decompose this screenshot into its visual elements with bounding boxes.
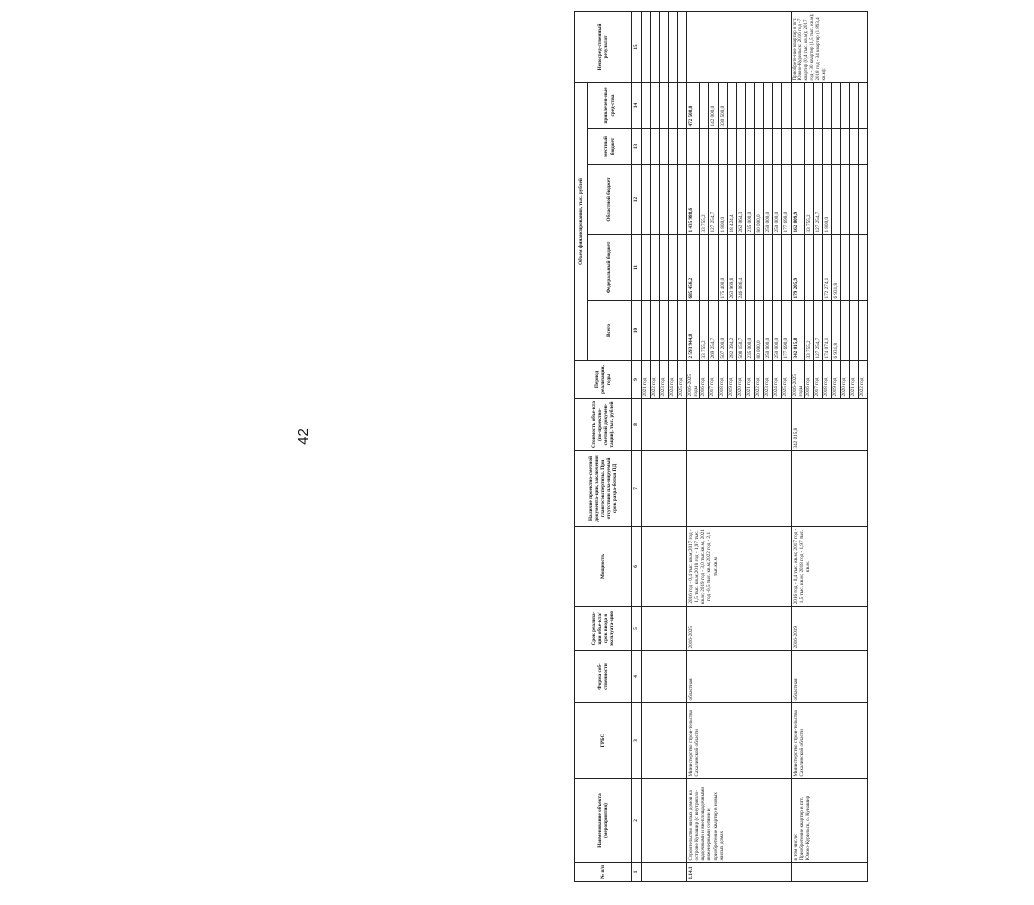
empty-cell — [669, 165, 678, 235]
empty-cell — [642, 651, 687, 703]
regional-cell: 127 254,7 — [709, 165, 718, 235]
total-cell: 33 755,2 — [700, 301, 709, 361]
regional-cell: 250 000,0 — [773, 165, 782, 235]
regional-cell: 33 755,2 — [700, 165, 709, 235]
header-object-name: Наименование объекта (мероприятия) — [575, 779, 632, 863]
empty-cell — [678, 165, 687, 235]
federal-cell — [804, 235, 813, 301]
period-cell: 2024 год — [669, 361, 678, 399]
period-cell: 2020 год — [841, 361, 850, 399]
empty-cell — [642, 527, 687, 607]
regional-cell: 80 000,0 — [755, 165, 764, 235]
federal-cell — [841, 235, 850, 301]
empty-cell — [651, 11, 660, 82]
other-cell: 472 500,0 — [687, 82, 700, 128]
other-cell — [804, 82, 813, 128]
period-cell: 2024 год — [773, 361, 782, 399]
column-number: 5 — [632, 607, 642, 651]
total-cell: 342 015,8 — [791, 301, 804, 361]
local-cell — [764, 129, 773, 165]
empty-cell — [651, 165, 660, 235]
header-design-docs: Наличие проектно-сметной документа-ции, заключения главгосэкспертизы. При отсутствии пла-нируемый срок разра-ботки ПД — [575, 451, 632, 527]
period-cell: 2023 год — [660, 361, 669, 399]
object-name — [687, 779, 792, 863]
column-number: 15 — [632, 11, 642, 82]
period-cell: 2021 год — [850, 361, 859, 399]
period-cell: 2019 год — [727, 361, 736, 399]
header-grbs: ГРБС — [575, 703, 632, 779]
cost-cell: 342 015,8 — [791, 399, 868, 451]
empty-cell — [642, 607, 687, 651]
federal-cell: 685 456,2 — [687, 235, 700, 301]
regional-cell: 1 800,0 — [823, 165, 832, 235]
column-number: 9 — [632, 361, 642, 399]
column-number: 11 — [632, 235, 642, 301]
empty-cell — [678, 235, 687, 301]
other-cell — [773, 82, 782, 128]
grbs-cell: Министерство строи-тельства Сахалинской области — [791, 703, 868, 779]
header-ownership: Форма соб-ственности — [575, 651, 632, 703]
header-capacity: Мощность — [575, 527, 632, 607]
empty-cell — [642, 129, 651, 165]
local-cell — [773, 129, 782, 165]
capacity-cell: 2016 год - 0,4 тыс. кв.м; 2017 год - 1,5 тыс. кв.м; 2018 год - 1,97 тыс. кв.м. — [791, 527, 868, 607]
total-cell: 250 000,0 — [773, 301, 782, 361]
regional-cell — [850, 165, 859, 235]
column-number: 13 — [632, 129, 642, 165]
empty-cell — [642, 703, 687, 779]
regional-cell: 1 435 988,6 — [687, 165, 700, 235]
object-name-text: Строительство жилых домов на острове Кунашир (с внутрипло-щадочными и внеплощадочными инженерными сетями и приобретение квартир в новых жилых домах — [688, 786, 725, 861]
federal-cell — [755, 235, 764, 301]
header-other: привлечен-ные сред-ства — [588, 82, 632, 128]
other-cell — [727, 82, 736, 128]
term-cell: 2016-2019 — [791, 607, 868, 651]
federal-cell — [700, 235, 709, 301]
header-num: № п/п — [575, 863, 632, 882]
other-cell — [736, 82, 745, 128]
regional-cell: 235 000,0 — [745, 165, 754, 235]
column-number: 12 — [632, 165, 642, 235]
period-cell: 2019 год — [832, 361, 841, 399]
row-num — [642, 863, 687, 882]
period-cell: 2016-2025 годы — [687, 361, 700, 399]
other-cell — [791, 82, 804, 128]
empty-cell — [651, 301, 660, 361]
empty-cell — [660, 235, 669, 301]
empty-cell — [678, 129, 687, 165]
header-federal: Федеральный бюджет — [588, 235, 632, 301]
header-term: Срок реализа-ции объе-кта/срок ввода в эксплуата-цию — [575, 607, 632, 651]
empty-cell — [660, 82, 669, 128]
total-cell — [859, 301, 868, 361]
other-cell — [813, 82, 822, 128]
period-cell: 2018 год — [823, 361, 832, 399]
federal-cell — [850, 235, 859, 301]
total-cell: 282 394,2 — [727, 301, 736, 361]
other-cell: 330 500,0 — [718, 82, 727, 128]
empty-cell — [651, 129, 660, 165]
other-cell — [859, 82, 868, 128]
ownership-cell: областная — [791, 651, 868, 703]
federal-cell — [709, 235, 718, 301]
column-number: 7 — [632, 451, 642, 527]
header-funding: Объем финансирования, тыс. рублей — [575, 82, 588, 360]
table-row — [642, 11, 651, 881]
other-cell — [823, 82, 832, 128]
grbs-cell: Министерство строи-тельства Сахалинской области — [687, 703, 792, 779]
regional-cell: 127 254,7 — [813, 165, 822, 235]
local-cell — [755, 129, 764, 165]
total-cell: 507 200,0 — [718, 301, 727, 361]
regional-cell: 1 800,0 — [718, 165, 727, 235]
row-num — [791, 863, 868, 882]
empty-cell — [669, 235, 678, 301]
column-number: 8 — [632, 399, 642, 451]
object-name-text: Приобретение квартир в пгт. Южно-Курильск, о. Кунашир — [798, 795, 811, 861]
row-num: 1.14.1 — [687, 863, 792, 882]
empty-cell — [669, 11, 678, 82]
local-cell — [745, 129, 754, 165]
ownership-cell: областная — [687, 651, 792, 703]
local-cell — [700, 129, 709, 165]
period-cell: 2017 год — [813, 361, 822, 399]
local-cell — [709, 129, 718, 165]
table-row — [791, 11, 804, 881]
column-number: 3 — [632, 703, 642, 779]
object-name — [791, 779, 868, 863]
table-row — [687, 11, 700, 881]
column-number-row — [632, 11, 642, 881]
federal-cell: 179 205,9 — [791, 235, 804, 301]
local-cell — [804, 129, 813, 165]
column-number: 2 — [632, 779, 642, 863]
regional-cell — [859, 165, 868, 235]
result-cell: Приобрете-ние квартир в пгт. Южно-Курильск: 2016 год -7 квартир (0,4 тыс. кв.м); 2017 год - 30 квартир (1,5 тыс. кв.м); 2018 год - 34 квартир (1 893,4 кв.м); — [791, 11, 868, 82]
period-cell: 2021 год — [745, 361, 754, 399]
local-cell — [687, 129, 700, 165]
column-number: 14 — [632, 82, 642, 128]
period-cell: 2018 год — [718, 361, 727, 399]
total-cell: 250 000,0 — [764, 301, 773, 361]
column-number: 6 — [632, 527, 642, 607]
local-cell — [832, 129, 841, 165]
regional-cell — [832, 165, 841, 235]
regional-cell: 33 755,2 — [804, 165, 813, 235]
federal-cell: 246 086,4 — [736, 235, 745, 301]
empty-cell — [642, 82, 651, 128]
empty-cell — [642, 301, 651, 361]
period-cell: 2022 год — [651, 361, 660, 399]
column-number: 4 — [632, 651, 642, 703]
local-cell — [841, 129, 850, 165]
local-cell — [736, 129, 745, 165]
period-cell: 2020 год — [736, 361, 745, 399]
empty-cell — [678, 82, 687, 128]
header-cost: Стоимость объе-кта (по-проектно-сметной докумен-тации), тыс. рублей — [575, 399, 632, 451]
empty-cell — [642, 165, 651, 235]
term-cell: 2016-2025 — [687, 607, 792, 651]
cost-cell — [687, 399, 792, 451]
period-cell: 2017 год — [709, 361, 718, 399]
empty-cell — [642, 11, 651, 82]
period-cell: 2022 год — [859, 361, 868, 399]
empty-cell — [651, 82, 660, 128]
local-cell — [850, 129, 859, 165]
federal-cell: 263 969,8 — [727, 235, 736, 301]
empty-cell — [660, 11, 669, 82]
period-cell: 2021 год — [642, 361, 651, 399]
page-number: 42 — [294, 428, 312, 445]
empty-cell — [642, 779, 687, 863]
regional-cell: 162 809,9 — [791, 165, 804, 235]
period-cell: 2016 год — [700, 361, 709, 399]
other-cell: 142 000,0 — [709, 82, 718, 128]
empty-cell — [660, 301, 669, 361]
federal-cell — [764, 235, 773, 301]
rotated-table-container — [574, 12, 1034, 882]
other-cell — [841, 82, 850, 128]
empty-cell — [678, 11, 687, 82]
period-cell: 2022 год — [755, 361, 764, 399]
local-cell — [718, 129, 727, 165]
header-local: местный бюджет — [588, 129, 632, 165]
federal-cell — [813, 235, 822, 301]
federal-cell: 175 400,0 — [718, 235, 727, 301]
design-docs-cell — [791, 451, 868, 527]
design-docs-cell — [687, 451, 792, 527]
regional-cell: 250 000,0 — [764, 165, 773, 235]
other-cell — [782, 82, 791, 128]
total-cell: 2 593 944,8 — [687, 301, 700, 361]
total-cell: 177 690,0 — [782, 301, 791, 361]
regional-cell — [841, 165, 850, 235]
federal-cell — [745, 235, 754, 301]
header-result: Непосред-ственный результат — [575, 11, 632, 82]
in-that-number-label: в том числе: — [792, 833, 799, 861]
total-cell: 508 150,7 — [736, 301, 745, 361]
total-cell — [850, 301, 859, 361]
column-number: 1 — [632, 863, 642, 882]
period-cell: 2025 год — [678, 361, 687, 399]
funding-table — [574, 11, 868, 882]
period-cell: 2016-2025 годы — [791, 361, 804, 399]
federal-cell — [859, 235, 868, 301]
empty-cell — [651, 235, 660, 301]
other-cell — [850, 82, 859, 128]
total-cell: 6 931,8 — [832, 301, 841, 361]
regional-cell: 262 064,3 — [736, 165, 745, 235]
empty-cell — [642, 451, 687, 527]
other-cell — [832, 82, 841, 128]
total-cell: 80 000,0 — [755, 301, 764, 361]
total-cell — [841, 301, 850, 361]
local-cell — [813, 129, 822, 165]
total-cell: 33 755,2 — [804, 301, 813, 361]
local-cell — [823, 129, 832, 165]
empty-cell — [669, 129, 678, 165]
empty-cell — [678, 301, 687, 361]
regional-cell: 18 424,4 — [727, 165, 736, 235]
period-cell: 2025 год — [782, 361, 791, 399]
empty-cell — [660, 129, 669, 165]
column-number: 10 — [632, 301, 642, 361]
header-regional: Областной бюджет — [588, 165, 632, 235]
empty-cell — [669, 301, 678, 361]
total-cell: 127 254,7 — [813, 301, 822, 361]
local-cell — [727, 129, 736, 165]
local-cell — [859, 129, 868, 165]
total-cell: 174 074,1 — [823, 301, 832, 361]
result-cell — [687, 11, 792, 82]
other-cell — [755, 82, 764, 128]
local-cell — [791, 129, 804, 165]
federal-cell — [773, 235, 782, 301]
total-cell: 235 000,0 — [745, 301, 754, 361]
other-cell — [745, 82, 754, 128]
period-cell: 2023 год — [764, 361, 773, 399]
federal-cell: 6 931,8 — [832, 235, 841, 301]
federal-cell: 172 274,1 — [823, 235, 832, 301]
empty-cell — [660, 165, 669, 235]
empty-cell — [642, 235, 651, 301]
capacity-cell: 2016 год - 0,4 тыс. кв.м;2017 год - 1,5 тыс. кв.м;2018 год - 1,97 тыс. кв.м; 2019 год - 3,0 тыс.кв.м, 2021 год -0,5 тыс. кв.м;2022 год - 2,1 тыс.кв.м — [687, 527, 792, 607]
total-cell: 269 254,7 — [709, 301, 718, 361]
other-cell — [764, 82, 773, 128]
header-total: Всего — [588, 301, 632, 361]
other-cell — [700, 82, 709, 128]
federal-cell — [782, 235, 791, 301]
empty-cell — [669, 82, 678, 128]
header-period: Период реализации, годы — [575, 361, 632, 399]
local-cell — [782, 129, 791, 165]
empty-cell — [642, 399, 687, 451]
period-cell: 2016 год — [804, 361, 813, 399]
regional-cell: 177 690,0 — [782, 165, 791, 235]
